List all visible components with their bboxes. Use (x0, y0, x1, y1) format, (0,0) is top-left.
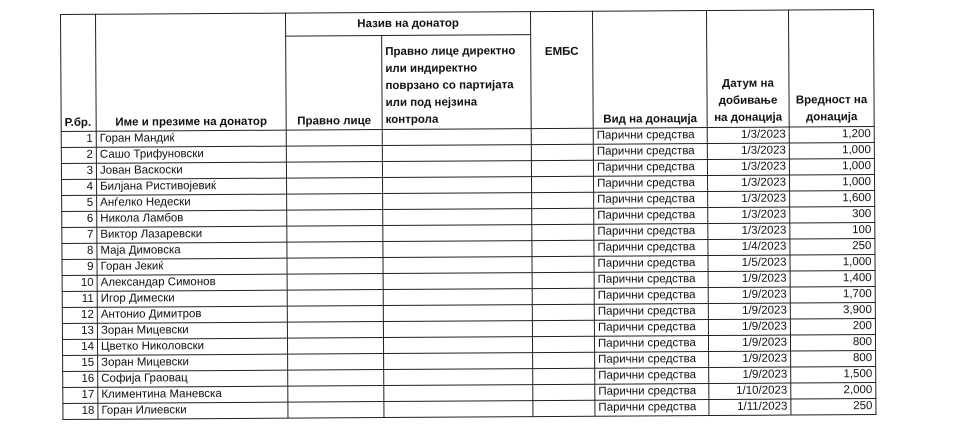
embs-cell (532, 304, 594, 320)
related-entity-cell (384, 385, 533, 402)
donor-name: Маја Димовска (97, 242, 287, 259)
legal-entity-cell (287, 306, 383, 323)
col-header-date: Датум на добивање на донација (706, 10, 789, 127)
related-entity-cell (384, 401, 533, 418)
donations-sheet (60, 9, 876, 420)
related-entity-cell (383, 273, 532, 290)
donation-date: 1/9/2023 (708, 287, 790, 304)
row-number: 15 (63, 355, 98, 371)
donor-name: Горан Илиевски (98, 402, 288, 419)
legal-entity-cell (287, 242, 383, 259)
legal-entity-cell (287, 194, 383, 211)
col-header-legal-entity: Правно лице (286, 36, 383, 131)
related-entity-cell (383, 177, 532, 194)
related-entity-cell (383, 209, 532, 226)
col-header-type: Вид на донација (592, 11, 707, 129)
donation-type: Парични средства (594, 256, 708, 273)
donation-value: 3,900 (790, 303, 875, 320)
donation-value: 1,500 (791, 367, 876, 384)
donor-name: Горан Мандиќ (96, 130, 286, 147)
donation-date: 1/3/2023 (707, 143, 789, 160)
donor-name: Антонио Димитров (97, 306, 287, 323)
row-number: 18 (63, 403, 98, 419)
donation-type: Парични средства (593, 160, 707, 177)
donor-name: Билјана Ристивојевиќ (97, 178, 287, 195)
legal-entity-cell (288, 370, 384, 387)
donation-date: 1/9/2023 (708, 319, 790, 336)
donation-type: Парични средства (593, 128, 707, 145)
embs-cell (532, 224, 594, 240)
donation-type: Парични средства (594, 336, 708, 353)
col-header-value: Вредност на донација (788, 10, 874, 128)
row-number: 4 (62, 179, 97, 195)
col-header-donor-group: Назив на донатор (285, 12, 530, 36)
donation-type: Парични средства (594, 224, 708, 241)
donation-value: 800 (791, 351, 876, 368)
row-number: 10 (62, 275, 97, 291)
donor-name: Софија Граовац (98, 370, 288, 387)
row-number: 11 (62, 291, 97, 307)
legal-entity-cell (287, 338, 383, 355)
related-entity-cell (382, 129, 531, 146)
donation-value: 800 (790, 335, 875, 352)
legal-entity-cell (287, 290, 383, 307)
donor-name: Зоран Мицевски (98, 354, 288, 371)
donation-date: 1/3/2023 (707, 127, 789, 144)
donation-value: 200 (790, 319, 875, 336)
donation-date: 1/4/2023 (708, 239, 790, 256)
donation-value: 1,000 (789, 175, 874, 192)
donor-name: Игор Димески (97, 290, 287, 307)
row-number: 6 (62, 211, 97, 227)
donation-date: 1/3/2023 (708, 223, 790, 240)
row-number: 13 (62, 323, 97, 339)
related-entity-cell (383, 321, 532, 338)
donor-name: Горан Јекиќ (97, 258, 287, 275)
donation-value: 1,600 (790, 191, 875, 208)
legal-entity-cell (287, 226, 383, 243)
row-number: 17 (63, 387, 98, 403)
donation-date: 1/5/2023 (708, 255, 790, 272)
donation-type: Парични средства (594, 192, 708, 209)
donation-value: 1,700 (790, 287, 875, 304)
legal-entity-cell (287, 322, 383, 339)
legal-entity-cell (286, 130, 382, 147)
legal-entity-cell (288, 402, 384, 419)
row-number: 9 (62, 259, 97, 275)
donation-date: 1/3/2023 (707, 175, 789, 192)
donation-value: 2,000 (791, 383, 876, 400)
legal-entity-cell (286, 146, 382, 163)
donation-type: Парични средства (594, 304, 708, 321)
row-number: 8 (62, 243, 97, 259)
legal-entity-cell (287, 210, 383, 227)
legal-entity-cell (286, 162, 382, 179)
related-entity-cell (383, 193, 532, 210)
embs-cell (532, 272, 594, 288)
embs-cell (532, 240, 594, 256)
legal-entity-cell (287, 178, 383, 195)
donor-name: Сашо Трифуновски (96, 146, 286, 163)
donor-name: Цветко Николовски (97, 338, 287, 355)
donation-value: 300 (790, 207, 875, 224)
embs-cell (532, 336, 594, 352)
related-entity-cell (382, 145, 531, 162)
legal-entity-cell (288, 386, 384, 403)
donation-date: 1/3/2023 (708, 207, 790, 224)
donation-value: 1,000 (789, 143, 874, 160)
donation-type: Парични средства (594, 208, 708, 225)
donor-name: Зоран Мицевски (97, 322, 287, 339)
donation-date: 1/3/2023 (707, 159, 789, 176)
embs-cell (532, 176, 594, 192)
donation-date: 1/9/2023 (709, 351, 791, 368)
row-number: 16 (63, 371, 98, 387)
legal-entity-cell (288, 354, 384, 371)
donor-name: Климентина Маневска (98, 386, 288, 403)
row-number: 5 (62, 195, 97, 211)
related-entity-cell (382, 161, 531, 178)
donation-date: 1/11/2023 (709, 399, 791, 416)
row-number: 12 (62, 307, 97, 323)
donation-value: 1,400 (790, 271, 875, 288)
related-entity-cell (383, 257, 532, 274)
embs-cell (531, 128, 593, 144)
donation-type: Парични средства (593, 144, 707, 161)
col-header-rbr: Р.бр. (61, 14, 97, 131)
embs-cell (532, 256, 594, 272)
donation-date: 1/9/2023 (708, 335, 790, 352)
donation-value: 1,000 (790, 255, 875, 272)
col-header-name: Име и презиме на донатор (96, 13, 287, 131)
row-number: 14 (62, 339, 97, 355)
donation-type: Парични средства (594, 272, 708, 289)
donor-name: Виктор Лазаревски (97, 226, 287, 243)
table-body (61, 127, 876, 420)
donation-date: 1/9/2023 (708, 303, 790, 320)
donation-value: 100 (790, 223, 875, 240)
embs-cell (532, 288, 594, 304)
col-header-embs: ЕМБС (530, 11, 593, 128)
embs-cell (533, 368, 595, 384)
row-number: 7 (62, 227, 97, 243)
embs-cell (531, 144, 593, 160)
donor-name: Никола Ламбов (97, 210, 287, 227)
embs-cell (532, 320, 594, 336)
donation-type: Парични средства (595, 400, 709, 417)
embs-cell (533, 352, 595, 368)
related-entity-cell (383, 337, 532, 354)
donation-value: 250 (791, 399, 876, 416)
legal-entity-cell (287, 258, 383, 275)
donor-name: Јован Васкоски (96, 162, 286, 179)
donation-date: 1/3/2023 (708, 191, 790, 208)
donation-date: 1/9/2023 (709, 367, 791, 384)
donation-type: Парични средства (595, 368, 709, 385)
embs-cell (532, 208, 594, 224)
donation-date: 1/9/2023 (708, 271, 790, 288)
row-number: 1 (61, 131, 96, 147)
donor-name: Анѓелко Недески (97, 194, 287, 211)
donation-value: 1,000 (789, 159, 874, 176)
embs-cell (533, 400, 595, 416)
donation-type: Парични средства (595, 352, 709, 369)
donation-type: Парични средства (594, 288, 708, 305)
donation-value: 1,200 (789, 127, 874, 144)
related-entity-cell (383, 305, 532, 322)
donation-value: 250 (790, 239, 875, 256)
related-entity-cell (383, 241, 532, 258)
related-entity-cell (384, 353, 533, 370)
donation-type: Парични средства (594, 240, 708, 257)
row-number: 3 (61, 163, 96, 179)
related-entity-cell (383, 289, 532, 306)
legal-entity-cell (287, 274, 383, 291)
related-entity-cell (384, 369, 533, 386)
embs-cell (531, 160, 593, 176)
donation-date: 1/10/2023 (709, 383, 791, 400)
related-entity-cell (383, 225, 532, 242)
col-header-related-entity: Правно лице директно или индиректно поврзано со партијата или под нејзина контрола (382, 35, 532, 130)
embs-cell (533, 384, 595, 400)
donations-table (60, 9, 876, 420)
donation-type: Парични средства (594, 176, 708, 193)
donation-type: Парични средства (595, 384, 709, 401)
row-number: 2 (61, 147, 96, 163)
donor-name: Александар Симонов (97, 274, 287, 291)
embs-cell (532, 192, 594, 208)
donation-type: Парични средства (594, 320, 708, 337)
